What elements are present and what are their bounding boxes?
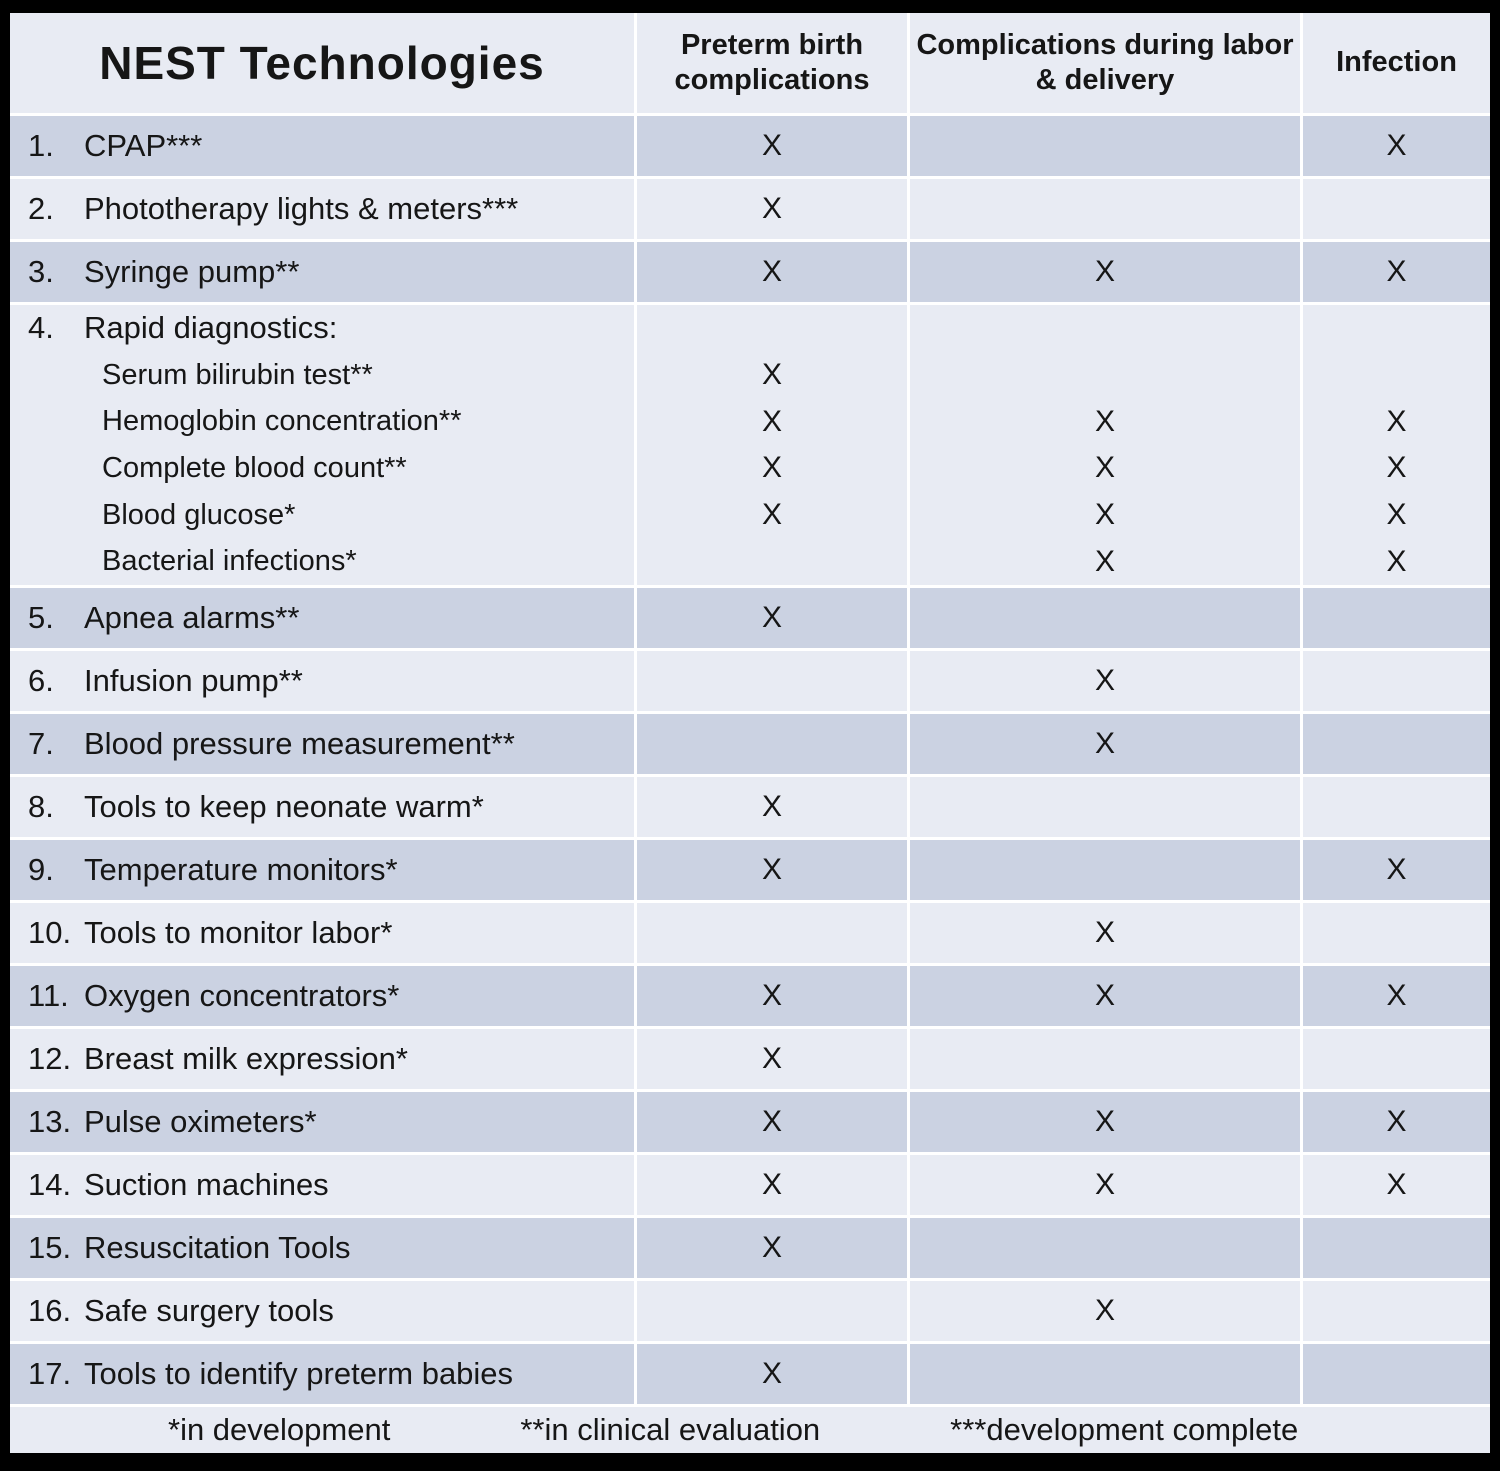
mark-labor: X bbox=[910, 966, 1300, 1026]
mark-infection: X bbox=[1303, 1092, 1490, 1152]
mark-labor: X bbox=[910, 1281, 1300, 1341]
row-label: Blood pressure measurement** bbox=[84, 726, 515, 761]
table-row bbox=[10, 903, 1490, 963]
mark-infection bbox=[1303, 651, 1490, 711]
row-label: Temperature monitors* bbox=[84, 852, 398, 887]
mark-preterm bbox=[637, 1281, 907, 1341]
mark-preterm bbox=[637, 714, 907, 774]
legend-row bbox=[10, 1407, 1490, 1453]
row-label: CPAP*** bbox=[84, 128, 203, 163]
table-row bbox=[10, 1281, 1490, 1341]
mark-labor: X bbox=[910, 651, 1300, 711]
mark-labor bbox=[910, 1029, 1300, 1089]
row-number: 5. bbox=[28, 600, 54, 635]
mark-column-preterm bbox=[637, 305, 907, 585]
row-label-cell bbox=[10, 1092, 634, 1152]
mark-infection bbox=[1303, 1281, 1490, 1341]
row-label-cell bbox=[10, 116, 634, 176]
mark-labor bbox=[910, 1218, 1300, 1278]
row-label: Suction machines bbox=[84, 1167, 329, 1202]
table-row bbox=[10, 840, 1490, 900]
row-label: Tools to identify preterm babies bbox=[84, 1356, 514, 1391]
mark-preterm: X bbox=[637, 1155, 907, 1215]
mark-labor bbox=[910, 352, 1300, 399]
mark-infection: X bbox=[1303, 840, 1490, 900]
row-label-cell bbox=[10, 651, 634, 711]
table-title: NEST Technologies bbox=[10, 13, 634, 113]
row-label: Infusion pump** bbox=[84, 663, 303, 698]
mark-labor: X bbox=[910, 903, 1300, 963]
mark-preterm bbox=[637, 903, 907, 963]
row-label: Resuscitation Tools bbox=[84, 1230, 351, 1265]
mark-infection: X bbox=[1386, 451, 1407, 485]
mark-preterm: X bbox=[637, 116, 907, 176]
row-label-cell bbox=[10, 1218, 634, 1278]
table-row bbox=[10, 179, 1490, 239]
row-label: Syringe pump** bbox=[84, 254, 300, 289]
mark-infection: X bbox=[1303, 116, 1490, 176]
row-number: 7. bbox=[28, 726, 54, 761]
mark-spacer bbox=[1303, 305, 1490, 352]
mark-labor: X bbox=[1094, 498, 1115, 532]
row-label: Tools to keep neonate warm* bbox=[84, 789, 484, 824]
row-label-cell bbox=[10, 242, 634, 302]
mark-infection bbox=[1303, 777, 1490, 837]
mark-infection: X bbox=[1303, 1155, 1490, 1215]
row-number: 17. bbox=[28, 1356, 72, 1391]
table-row bbox=[10, 1029, 1490, 1089]
mark-preterm: X bbox=[637, 179, 907, 239]
mark-labor bbox=[910, 588, 1300, 648]
row-number: 4. bbox=[28, 310, 54, 346]
row-label-cell bbox=[10, 1281, 634, 1341]
row-label-cell bbox=[10, 777, 634, 837]
mark-infection bbox=[1303, 179, 1490, 239]
mark-labor: X bbox=[910, 1155, 1300, 1215]
mark-preterm: X bbox=[637, 840, 907, 900]
mark-labor: X bbox=[910, 242, 1300, 302]
table-row bbox=[10, 651, 1490, 711]
mark-infection: X bbox=[1303, 966, 1490, 1026]
row-label: Safe surgery tools bbox=[84, 1293, 334, 1328]
row-number: 12. bbox=[28, 1041, 72, 1076]
mark-preterm: X bbox=[637, 1344, 907, 1404]
table-row bbox=[10, 1344, 1490, 1404]
mark-labor bbox=[910, 179, 1300, 239]
subrow-label: Complete blood count** bbox=[102, 451, 407, 484]
subrow-label: Blood glucose* bbox=[102, 498, 296, 531]
row-label-cell bbox=[10, 179, 634, 239]
mark-preterm bbox=[637, 538, 907, 585]
table-row bbox=[10, 966, 1490, 1026]
table-row bbox=[10, 1155, 1490, 1215]
row-label-cell bbox=[10, 903, 634, 963]
row-label-cell bbox=[10, 840, 634, 900]
subrow-label: Hemoglobin concentration** bbox=[102, 405, 462, 438]
row-heading bbox=[10, 305, 634, 352]
mark-infection bbox=[1303, 714, 1490, 774]
mark-preterm: X bbox=[761, 451, 782, 485]
table-row bbox=[10, 588, 1490, 648]
row-number: 11. bbox=[28, 978, 69, 1013]
mark-infection bbox=[1303, 588, 1490, 648]
row-label: Oxygen concentrators* bbox=[84, 978, 400, 1013]
table-row bbox=[10, 1092, 1490, 1152]
row-label-cell bbox=[10, 714, 634, 774]
mark-preterm: X bbox=[637, 588, 907, 648]
mark-labor bbox=[910, 777, 1300, 837]
row-number: 15. bbox=[28, 1230, 72, 1265]
subrow-label: Serum bilirubin test** bbox=[102, 358, 373, 391]
header-col-infection: Infection bbox=[1303, 13, 1490, 113]
mark-labor: X bbox=[910, 714, 1300, 774]
mark-infection bbox=[1303, 1344, 1490, 1404]
row-number: 3. bbox=[28, 254, 54, 289]
mark-labor: X bbox=[1094, 544, 1115, 578]
row-label: Rapid diagnostics: bbox=[84, 310, 338, 346]
mark-spacer bbox=[637, 305, 907, 352]
row-number: 10. bbox=[28, 915, 72, 950]
mark-preterm: X bbox=[637, 1029, 907, 1089]
mark-infection: X bbox=[1386, 404, 1407, 438]
row-label-cell bbox=[10, 305, 634, 585]
mark-labor bbox=[910, 1344, 1300, 1404]
mark-labor bbox=[910, 840, 1300, 900]
row-number: 16. bbox=[28, 1293, 72, 1328]
row-label: Phototherapy lights & meters*** bbox=[84, 191, 519, 226]
mark-infection bbox=[1303, 352, 1490, 399]
row-label: Tools to monitor labor* bbox=[84, 915, 393, 950]
row-label-cell bbox=[10, 1029, 634, 1089]
mark-infection: X bbox=[1303, 242, 1490, 302]
mark-preterm: X bbox=[637, 242, 907, 302]
row-label: Pulse oximeters* bbox=[84, 1104, 317, 1139]
row-label: Apnea alarms** bbox=[84, 600, 300, 635]
mark-infection: X bbox=[1386, 498, 1407, 532]
mark-infection bbox=[1303, 903, 1490, 963]
table-row bbox=[10, 714, 1490, 774]
row-number: 13. bbox=[28, 1104, 72, 1139]
row-label: Breast milk expression* bbox=[84, 1041, 408, 1076]
header-col-labor: Complications during labor & delivery bbox=[910, 13, 1300, 113]
mark-labor: X bbox=[1094, 404, 1115, 438]
mark-preterm: X bbox=[637, 966, 907, 1026]
row-label-cell bbox=[10, 588, 634, 648]
row-label-cell bbox=[10, 966, 634, 1026]
row-number: 14. bbox=[28, 1167, 72, 1202]
row-number: 8. bbox=[28, 789, 54, 824]
table-row bbox=[10, 1218, 1490, 1278]
header-col-preterm: Preterm birth complications bbox=[637, 13, 907, 113]
legend-clinical-evaluation: **in clinical evaluation bbox=[520, 1412, 821, 1447]
mark-preterm: X bbox=[761, 498, 782, 532]
mark-preterm: X bbox=[637, 777, 907, 837]
mark-labor: X bbox=[910, 1092, 1300, 1152]
row-number: 1. bbox=[28, 128, 54, 163]
row-label-cell bbox=[10, 1155, 634, 1215]
mark-preterm: X bbox=[761, 404, 782, 438]
mark-preterm bbox=[637, 651, 907, 711]
mark-preterm: X bbox=[637, 1218, 907, 1278]
mark-infection: X bbox=[1386, 544, 1407, 578]
row-label-cell bbox=[10, 1344, 634, 1404]
mark-spacer bbox=[910, 305, 1300, 352]
table-row bbox=[10, 116, 1490, 176]
legend-development-complete: ***development complete bbox=[950, 1412, 1299, 1447]
mark-infection bbox=[1303, 1029, 1490, 1089]
table-row bbox=[10, 242, 1490, 302]
mark-preterm: X bbox=[761, 358, 782, 391]
table-row bbox=[10, 777, 1490, 837]
mark-column-labor bbox=[910, 305, 1300, 585]
row-number: 6. bbox=[28, 663, 54, 698]
row-number: 2. bbox=[28, 191, 54, 226]
row-number: 9. bbox=[28, 852, 54, 887]
mark-labor bbox=[910, 116, 1300, 176]
subrow-label: Bacterial infections* bbox=[102, 545, 357, 578]
legend-in-development: *in development bbox=[168, 1412, 391, 1447]
header-row bbox=[10, 13, 1490, 113]
table-row-rapid-diagnostics bbox=[10, 305, 1490, 585]
mark-labor: X bbox=[1094, 451, 1115, 485]
mark-column-infection bbox=[1303, 305, 1490, 585]
mark-preterm: X bbox=[637, 1092, 907, 1152]
mark-infection bbox=[1303, 1218, 1490, 1278]
nest-technologies-table bbox=[10, 13, 1490, 1453]
